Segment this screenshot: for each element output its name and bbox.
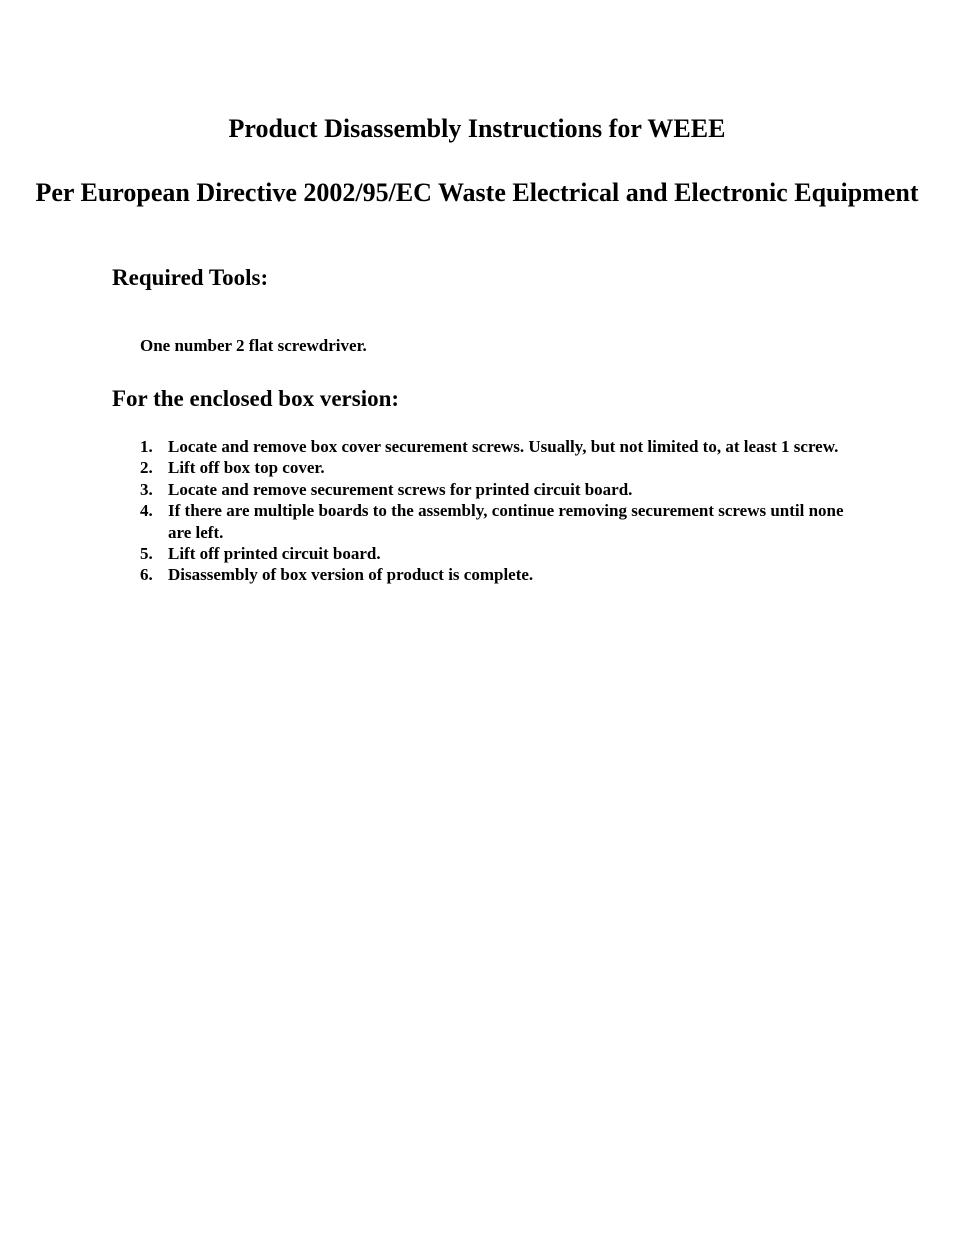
box-version-heading: For the enclosed box version: xyxy=(112,386,400,411)
step-text: Locate and remove securement screws for printed circuit board. xyxy=(168,479,633,499)
step-text: Lift off box top cover. xyxy=(168,458,325,478)
step-number: 2. xyxy=(140,458,153,478)
step-item-2 xyxy=(140,457,860,478)
required-tools-text: One number 2 flat screwdriver. xyxy=(140,336,367,355)
step-number: 6. xyxy=(140,565,153,585)
step-item-6 xyxy=(140,564,860,585)
required-tools-heading: Required Tools: xyxy=(112,265,269,290)
step-item-1 xyxy=(140,436,860,457)
document-subtitle: Per European Directive 2002/95/EC Waste Electrical and Electronic Equipment xyxy=(35,178,919,207)
step-item-3 xyxy=(140,479,860,500)
step-item-5 xyxy=(140,543,860,564)
step-number: 4. xyxy=(140,501,153,521)
step-number: 1. xyxy=(140,437,153,456)
step-number: 3. xyxy=(140,479,153,499)
document-title: Product Disassembly Instructions for WEEE xyxy=(228,114,726,143)
step-text: Lift off printed circuit board. xyxy=(168,544,381,564)
step-text: Disassembly of box version of product is complete. xyxy=(168,565,534,585)
disassembly-steps-list xyxy=(140,436,860,586)
step-text: If there are multiple boards to the assembly, continue removing securement screws until none are left. xyxy=(168,501,844,542)
step-text: Locate and remove box cover securement screws. Usually, but not limited to, at least 1 screw. xyxy=(168,437,839,456)
step-item-4 xyxy=(140,500,860,543)
step-number: 5. xyxy=(140,544,153,564)
